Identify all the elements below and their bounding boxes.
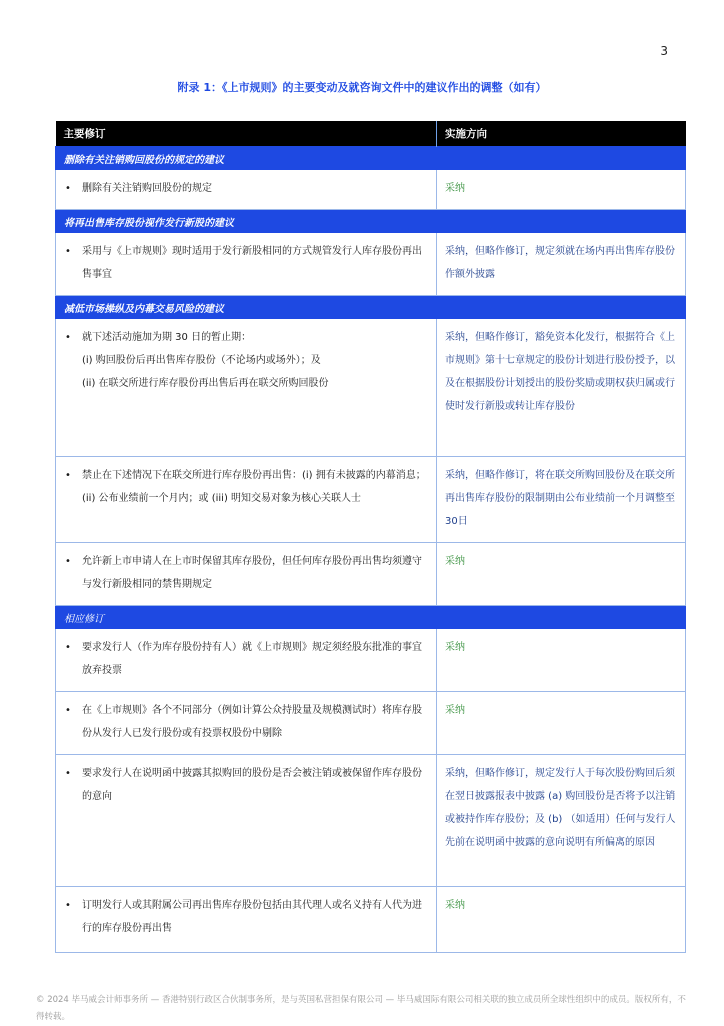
amendment-cell: • 允许新上市申请人在上市时保留其库存股份，但任何库存股份再出售均须遵守与发行新股相同的禁售期规定: [56, 543, 437, 606]
table-row: [56, 543, 686, 606]
amendment-cell: • 订明发行人或其附属公司再出售库存股份包括由其代理人或名义持有人代为进行的库存股份再出售: [56, 887, 437, 953]
copyright-footer: © 2024 毕马威会计师事务所 — 香港特别行政区合伙制事务所，是与英国私营担保有限公司 — 毕马威国际有限公司相关联的独立成员所全球性组织中的成员。版权所有，不得转载。: [36, 995, 686, 1022]
amendment-cell: • 就下述活动施加为期 30 日的暂止期： (i) 购回股份后再出售库存股份（不论场内或场外）；及 (ii) 在联交所进行库存股份再出售后再在联交所购回股份: [56, 319, 437, 457]
column-header-implementation: 实施方向: [437, 121, 686, 147]
amendment-cell: • 要求发行人（作为库存股份持有人）就《上市规则》规定须经股东批准的事宜放弃投票: [56, 629, 437, 692]
section-header: [56, 296, 686, 319]
bullet-icon: •: [65, 705, 71, 716]
page-number: 3: [660, 44, 668, 58]
table-row: [56, 233, 686, 296]
bullet-icon: •: [65, 556, 71, 567]
section-title: 将再出售库存股份视作发行新股的建议: [56, 210, 686, 233]
bullet-icon: •: [65, 246, 71, 257]
section-title: 删除有关注销购回股份的规定的建议: [56, 147, 686, 170]
bullet-icon: •: [65, 768, 71, 779]
amendment-cell: • 删除有关注销购回股份的规定: [56, 170, 437, 210]
section-title: 相应修订: [56, 606, 686, 629]
column-header-amendment: 主要修订: [56, 121, 437, 147]
table-row: [56, 457, 686, 543]
amendment-cell: • 在《上市规则》各个不同部分（例如计算公众持股量及规模测试时）将库存股份从发行人已发行股份或有投票权股份中剔除: [56, 692, 437, 755]
page-title: 附录 1：《上市规则》的主要变动及就咨询文件中的建议作出的调整（如有）: [177, 81, 547, 94]
implementation-cell: 采纳: [437, 170, 686, 210]
bullet-icon: •: [65, 183, 71, 194]
table-row: [56, 170, 686, 210]
section-header: [56, 147, 686, 170]
table-row: [56, 692, 686, 755]
implementation-cell: 采纳，但略作修订，将在联交所购回股份及在联交所再出售库存股份的限制期由公布业绩前一个月调整至30日: [437, 457, 686, 543]
section-title: 减低市场操纵及内幕交易风险的建议: [56, 296, 686, 319]
bullet-icon: •: [65, 642, 71, 653]
bullet-icon: •: [65, 470, 71, 481]
bullet-icon: •: [65, 332, 71, 343]
table-row: [56, 755, 686, 887]
table-row: [56, 319, 686, 457]
implementation-cell: 采纳，但略作修订，豁免资本化发行，根据符合《上市规则》第十七章规定的股份计划进行股份授予，以及在根据股份计划授出的股份奖励或期权获归属或行使时发行新股或转让库存股份: [437, 319, 686, 457]
amendment-cell: • 采用与《上市规则》现时适用于发行新股相同的方式规管发行人库存股份再出售事宜: [56, 233, 437, 296]
amendments-table: [55, 121, 686, 953]
table-row: [56, 629, 686, 692]
table-header-row: [56, 121, 686, 147]
implementation-cell: 采纳: [437, 887, 686, 953]
section-header: [56, 606, 686, 629]
implementation-cell: 采纳: [437, 629, 686, 692]
amendment-cell: • 禁止在下述情况下在联交所进行库存股份再出售：(i) 拥有未披露的内幕消息；(ii) 公布业绩前一个月内；或 (iii) 明知交易对象为核心关联人士: [56, 457, 437, 543]
implementation-cell: 采纳，但略作修订，规定发行人于每次股份购回后须在翌日披露报表中披露 (a) 购回股份是否将予以注销或被持作库存股份；及 (b) （如适用）任何与发行人先前在说明函中披露的意向说明有所偏离的原因: [437, 755, 686, 887]
amendment-cell: • 要求发行人在说明函中披露其拟购回的股份是否会被注销或被保留作库存股份的意向: [56, 755, 437, 887]
table-row: [56, 887, 686, 953]
implementation-cell: 采纳: [437, 692, 686, 755]
implementation-cell: 采纳: [437, 543, 686, 606]
bullet-icon: •: [65, 900, 71, 911]
section-header: [56, 210, 686, 233]
implementation-cell: 采纳，但略作修订，规定须就在场内再出售库存股份作额外披露: [437, 233, 686, 296]
